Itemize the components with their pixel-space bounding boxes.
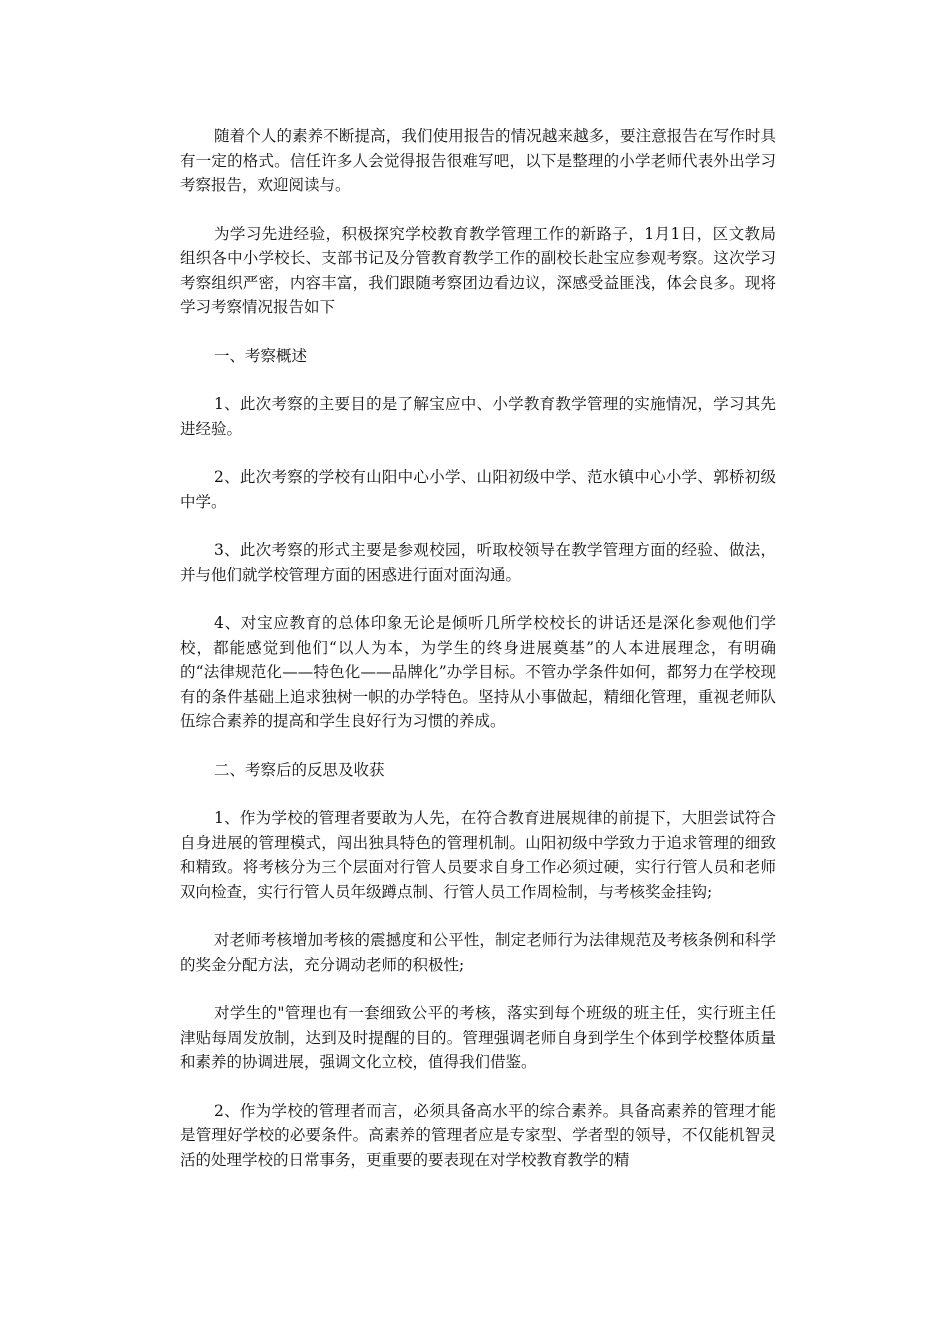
reflection-item-2: 2、作为学校的管理者而言，必须具备高水平的综合素养。具备高素养的管理才能是管理好学校的必要条件。高素养的管理者应是专家型、学者型的领导，不仅能机智灵活的处理学校的日常事务，更重要的要表现在对学校教育教学的精 bbox=[180, 1101, 776, 1169]
teacher-assessment-paragraph: 对老师考核增加考核的震撼度和公平性，制定老师行为法律规范及考核条例和科学的奖金分配方法，充分调动老师的积极性; bbox=[180, 931, 776, 974]
overview-item-3: 3、此次考察的形式主要是参观校园，听取校领导在教学管理方面的经验、做法，并与他们就学校管理方面的困惑进行面对面沟通。 bbox=[180, 541, 776, 584]
overview-item-2: 2、此次考察的学校有山阳中心小学、山阳初级中学、范水镇中心小学、郭桥初级中学。 bbox=[180, 468, 776, 511]
document-body bbox=[180, 124, 776, 1196]
student-management-paragraph: 对学生的"管理也有一套细致公平的考核，落实到每个班级的班主任，实行班主任津贴每周发放制，达到及时提醒的目的。管理强调老师自身到学生个体到学校整体质量和素养的协调进展，强调文化立校，值得我们借鉴。 bbox=[180, 1004, 776, 1071]
intro-paragraph: 随着个人的素养不断提高，我们使用报告的情况越来越多，要注意报告在写作时具有一定的格式。信任许多人会觉得报告很难写吧，以下是整理的小学老师代表外出学习考察报告，欢迎阅读与。 bbox=[180, 127, 776, 194]
section-heading-overview: 一、考察概述 bbox=[214, 346, 308, 365]
background-paragraph: 为学习先进经验，积极探究学校教育教学管理工作的新路子，1月1日，区文教局组织各中小学校长、支部书记及分管教育教学工作的副校长赴宝应参观考察。这次学习考察组织严密，内容丰富，我们跟随考察团边看边议，深感受益匪浅，体会良多。现将学习考察情况报告如下 bbox=[180, 224, 776, 316]
overview-item-4: 4、对宝应教育的总体印象无论是倾听几所学校校长的讲话还是深化参观他们学校，都能感觉到他们“以人为本，为学生的终身进展奠基”的人本进展理念，有明确的“法律规范化——特色化——品牌化”办学目标。不管办学条件如何，都努力在学校现有的条件基础上追求独树一帜的办学特色。坚持从小事做起，精细化管理，重视老师队伍综合素养的提高和学生良好行为习惯的养成。 bbox=[180, 614, 776, 730]
section-heading-reflection: 二、考察后的反思及收获 bbox=[214, 760, 385, 779]
overview-item-1: 1、此次考察的主要目的是了解宝应中、小学教育教学管理的实施情况，学习其先进经验。 bbox=[180, 395, 776, 438]
reflection-item-1: 1、作为学校的管理者要敢为人先，在符合教育进展规律的前提下，大胆尝试符合自身进展的管理模式，闯出独具特色的管理机制。山阳初级中学致力于追求管理的细致和精致。将考核分为三个层面对行管人员要求自身工作必须过硬，实行行管人员和老师双向检查，实行行管人员年级蹲点制、行管人员工作周检制，与考核奖金挂钩; bbox=[180, 809, 776, 901]
